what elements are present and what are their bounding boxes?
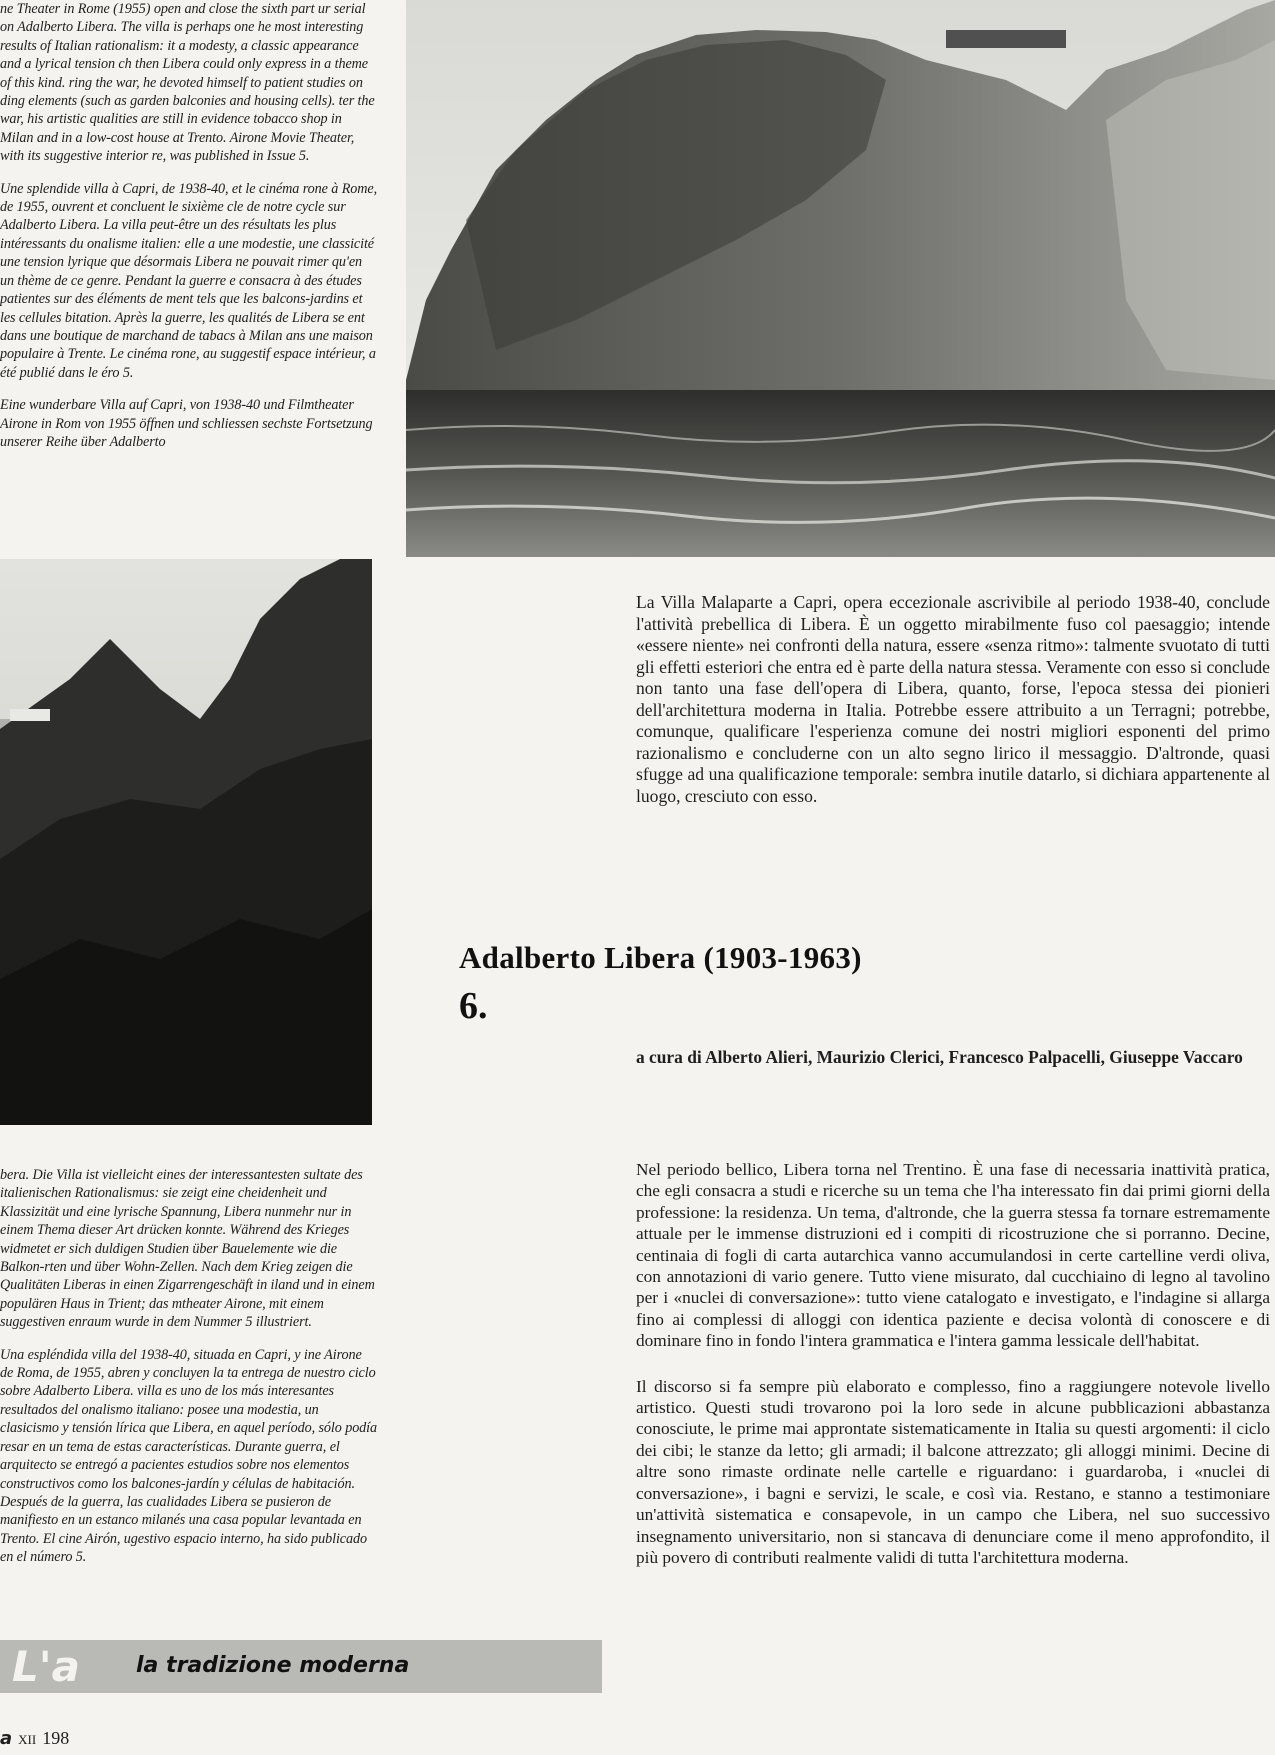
translation-german-start: Eine wunderbare Villa auf Capri, von 1938-40 und Filmtheater Airone in Rom von 1955 öffnen und schliessen sechste Fortsetzung unserer Reihe über Adalberto xyxy=(0,397,373,450)
intro-paragraph xyxy=(636,592,1270,807)
article-body xyxy=(636,1159,1270,1592)
page-footer xyxy=(0,1724,160,1752)
translation-french: Une splendide villa à Capri, de 1938-40, et le cinéma rone à Rome, de 1955, ouvrent et concluent le sixième cle de notre cycle sur Adalberto Libera. La villa peut-être un des résultats les plus intéressants du onalisme italien: elle a une modestie, une classicité une tension lyrique que désormais Libera ne pouvait rimer qu'en un thème de ce genre. Pendant la guerre e consacra à des études patientes sur des éléments de ment tels que les balcons-jardins et les cellules bitation. Après la guerre, les qualités de Libera se ent dans une boutique de marchand de tabacs à Milan ans une maison populaire à Trente. Le cinéma rone, au suggestif espace intérieur, a été publié dans le éro 5. xyxy=(0,180,378,381)
magazine-logo: L'a xyxy=(12,1642,80,1691)
translation-english: ne Theater in Rome (1955) open and close the sixth part ur serial on Adalberto Libera. The villa is perhaps one he most interesting results of Italian rationalism: it a modesty, a classic appearance and a lyrical tension ch then Libera could only express in a theme of this kind. ring the war, he devoted himself to patient studies on ding elements (such as garden balconies and housing cells). ter the war, his artistic qualities are still in evidence tobacco shop in Milan and in a low-cost house at Trento. Airone Movie Theater, with its suggestive interior re, was published in Issue 5. xyxy=(0,1,375,165)
translation-spanish: Una espléndida villa del 1938-40, situada en Capri, y ine Airone de Roma, de 1955, abren y concluyen la ta entrega de nuestro ciclo sobre Adalberto Libera. villa es uno de los más interesantes resultados del onalismo italiano: posee una modestia, un clasicismo y tensión lírica que Libera, en aquel período, sólo podía resar en un tema de estas características. Durante guerra, el arquitecto se entregó a pacientes estudios sobre nos elementos constructivos como los balcones-jardín y células de habitación. Después de la guerra, las cualidades Libera se pusieron de manifiesto en un estanco milanés una casa popular levantada en Trento. El cine Airón, ugestivo espacio interno, ha sido publicado en el número 5. xyxy=(0,1346,378,1566)
villa-malaparte-cliff-photo xyxy=(406,0,1275,557)
body-paragraph: Il discorso si fa sempre più elaborato e complesso, fino a raggiungere notevole livello artistico. Questi studi trovarono poi la loro sede in alcune pubblicazioni abbastanza conosciute, le prime mai approntate sistematicamente in Italia su questi argomenti: il ciclo dei cibi; le stanze da letto; gli armadi; il balcone attrezzato; gli alloggi minimi. Decine di altre sono rimaste ordinate nelle cartelle e riguardano: i guardaroba, i «nuclei di conversazione», i bagni e servizi, le scale, e così via. Restano, e stanno a testimoniare un'attività sistematica e consapevole, in un campo che Libera, nel suo successivo insegnamento universitario, non si stancava di denunciare come il meno approfondito, il più povero di contributi realmente validi di tutta l'architettura moderna. xyxy=(636,1376,1270,1567)
article-title: Adalberto Libera (1903-1963) xyxy=(459,940,862,975)
translations-bottom-column xyxy=(0,1166,378,1581)
article-credits: a cura di Alberto Alieri, Maurizio Clerici, Francesco Palpacelli, Giuseppe Vaccaro xyxy=(636,1047,1243,1067)
section-title: la tradizione moderna xyxy=(136,1653,410,1678)
section-banner xyxy=(0,1640,602,1693)
translations-top-column xyxy=(0,0,378,465)
intro-text: La Villa Malaparte a Capri, opera eccezionale ascrivibile al periodo 1938-40, conclude l'attività prebellica di Libera. È un oggetto mirabilmente fuso col paesaggio; intende «essere niente» nei confronti della natura, essere «senza ritmo»: talmente svuotato di tutti gli effetti esteriori che entra ed è parte della natura stessa. Veramente con esso si conclude non tanto una fase dell'opera di Libera, quanto, forse, l'epoca stessa dei pionieri dell'architettura moderna in Italia. Potrebbe essere attribuito a un Terragni; potrebbe, comunque, qualificare l'esperienza comune dei nostri migliori esponenti del primo razionalismo e concluderne con un alto segno lirico il messaggio. D'altronde, quasi sfugge ad una qualificazione temporale: sembra inutile datarlo, si dichiara appartenente al luogo, cresciuto con esso. xyxy=(636,592,1270,806)
translation-german-end: bera. Die Villa ist vielleicht eines der interessantesten sultate des italienischen Rationalismus: sie zeigt eine cheidenheit und Klassizität und eine lyrische Spannung, Libera nunmehr nur in einem Thema dieser Art drücken konnte. Während des Krieges widmetet er sich duldigen Studien über Bauelemente wie die Balkon-rten und über Wohn-Zellen. Nach dem Krieg zeigen die Qualitäten Liberas in einen Zigarrengeschäft in iland und in einem populären Haus in Trient; das mtheater Airone, mit einem suggestiven enraum wurde in dem Nummer 5 illustriert. xyxy=(0,1167,375,1331)
page-number: 198 xyxy=(42,1728,70,1748)
body-paragraph: Nel periodo bellico, Libera torna nel Trentino. È una fase di necessaria inattività pratica, che egli consacra a studi e ricerche su un tema che l'ha interessato fin dai primi giorni della professione: la residenza. Un tema, d'altronde, che la guerra stessa fa tornare estremamente attuale per le immense distruzioni ed i compiti di ricostruzione che si porranno. Decine, centinaia di fogli di carta autarchica vanno accumulandosi in certe cartelline verdi oliva, con annotazioni di vario genere. Tutto viene misurato, dal cucchiaino di legno al tavolino per i «nuclei di conversazione»: tutto viene catalogato e investigato, e l'indagine si allarga fino ai complessi di alloggi con identica paziente e decisa volontà di conoscere e di dominare fino in fondo l'intera grammatica e l'intera gamma lessicale dell'habitat. xyxy=(636,1160,1270,1351)
footer-logo: a xyxy=(0,1728,13,1749)
volume-number: XII xyxy=(18,1732,37,1747)
article-part-number: 6. xyxy=(459,985,488,1027)
capri-pine-forest-photo xyxy=(0,559,372,1125)
